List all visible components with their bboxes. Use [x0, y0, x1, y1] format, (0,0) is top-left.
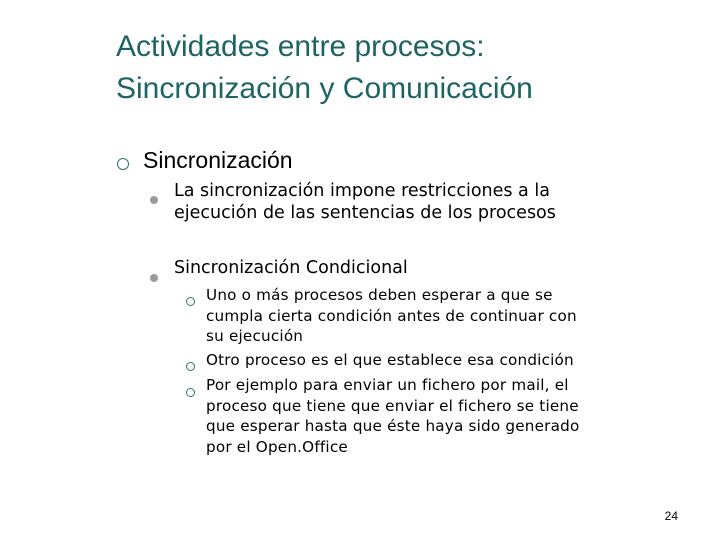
sub-point-3-line-3: que esperar hasta que éste haya sido generado [206, 417, 580, 435]
page-number: 24 [664, 509, 678, 523]
ring-bullet-icon [186, 291, 195, 310]
sub-point-1-line-1: Uno o más procesos deben esperar a que se [206, 286, 553, 304]
heading-sincronizacion: Sincronización [143, 147, 293, 173]
sub-point-1-line-2: cumpla cierta condición antes de continuar con [206, 306, 577, 325]
ring-bullet-icon [186, 382, 195, 401]
sub-point-3-line-2: proceso que tiene que enviar el fichero se tiene [206, 396, 579, 415]
slide-title-line-2: Sincronización y Comunicación [116, 72, 533, 105]
dot-bullet-icon [150, 189, 158, 208]
dot-bullet-icon [150, 267, 158, 286]
sub-point-3 [206, 375, 579, 457]
sub-point-3-line-4: por el Open.Office [206, 437, 348, 456]
sub-point-1-line-3: su ejecución [206, 327, 304, 345]
sub-point-2-line-1: Otro proceso es el que establece esa condición [206, 351, 574, 369]
point-1 [174, 180, 556, 224]
point-1-line-1: La sincronización impone restricciones a la [174, 181, 550, 201]
ring-bullet-icon [117, 155, 129, 174]
sub-point-1 [206, 285, 577, 347]
point-1-line-2: ejecución de las sentencias de los procesos [174, 203, 556, 223]
sub-point-2 [206, 350, 574, 371]
point-2: Sincronización Condicional [174, 258, 408, 278]
ring-bullet-icon [186, 356, 195, 375]
sub-point-3-line-1: Por ejemplo para enviar un fichero por mail, el [206, 376, 569, 394]
slide-title-line-1: Actividades entre procesos: [116, 30, 485, 63]
slide-title [116, 26, 706, 110]
